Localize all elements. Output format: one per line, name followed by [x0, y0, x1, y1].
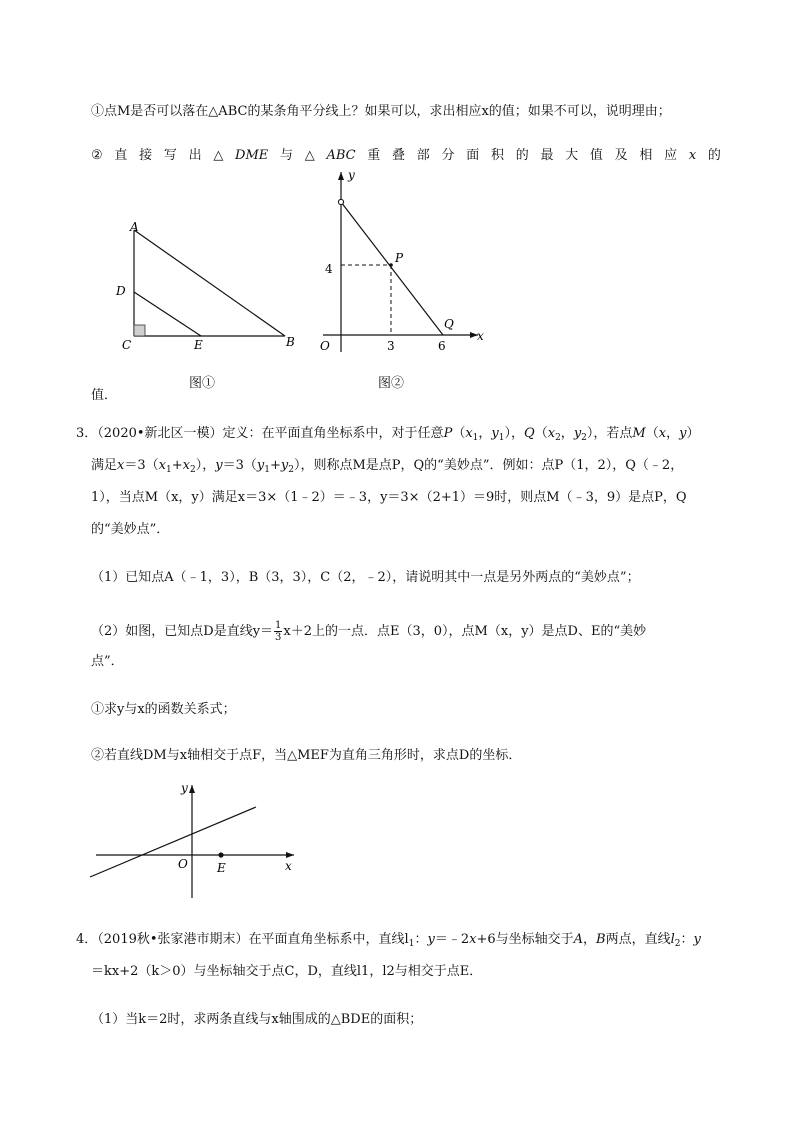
tick-label-4: 4 [325, 262, 333, 276]
question-4-line-2: ＝kx+2（k＞0）与坐标轴交于点C，D，直线l1，l2与相交于点E． [91, 964, 483, 979]
question-3-definition: 定义：在平面直角坐标系中，对于任意 [222, 426, 444, 441]
q2-token: 积 [490, 148, 504, 163]
label-C: C [122, 338, 132, 352]
q2-token: DME [235, 148, 269, 163]
right-angle-mark [134, 325, 145, 336]
label-E: E [194, 338, 203, 352]
line-graph [90, 807, 256, 877]
label-y: y [181, 781, 188, 795]
point-P [389, 263, 393, 267]
q2-token: ABC [326, 148, 356, 163]
question-4-part-1: （1）当k＝2时，求两条直线与x轴围成的△BDE的面积； [91, 1012, 423, 1027]
question-3-line-3: 1），当点M（x，y）满足x＝3×（1﹣2）＝﹣3，y＝3×（2+1）＝9时，则点M（﹣3，9）是点P，Q [91, 490, 687, 505]
question-3-line-4: 的“美妙点”． [91, 522, 170, 537]
formula-definition: 满足$x=3(x_1+x_2)$，$y=3(y_1+y_2)$ [91, 458, 301, 475]
point-E [218, 852, 223, 857]
question-2-sub2 [91, 146, 721, 166]
label-y: y [348, 168, 355, 182]
question-3-example: ，则称点M是点P，Q的“美妙点”．例如：点P（1，2），Q（﹣2， [300, 458, 684, 473]
label-Q: Q [444, 317, 454, 331]
label-x: x [285, 859, 292, 873]
question-2-sub1: ①点M是否可以落在△ABC的某条角平分线上？如果可以，求出相应x的值；如果不可以，说明理由； [91, 104, 671, 119]
figure-2-coordinate-graph [318, 165, 493, 360]
tick-label-3: 3 [387, 339, 395, 353]
fraction-one-third [274, 620, 282, 643]
q2-token: 与 [279, 148, 293, 163]
figure-1-caption: 图① [189, 376, 216, 391]
label-x: x [477, 329, 484, 343]
figure-2-caption: 图② [378, 376, 405, 391]
q2-token: ② [91, 148, 103, 163]
q2-token: 直 [114, 148, 128, 163]
q2-token: 接 [139, 148, 153, 163]
q2-token: 重 [367, 148, 381, 163]
question-3-source: （2020•新北区一模） [97, 426, 223, 441]
question-3-number: 3． [76, 426, 98, 441]
q2-token: 大 [565, 148, 579, 163]
y-axis-arrow [338, 172, 344, 180]
question-4-number: 4． [76, 932, 98, 947]
question-3-line-2 [91, 456, 683, 476]
question-3-sub-1: ①求y与x的函数关系式； [91, 702, 236, 717]
q2-token: 出 [188, 148, 202, 163]
fraction-numerator: 1 [275, 620, 282, 631]
q2-token: 部 [416, 148, 430, 163]
q2-token: 相 [639, 148, 653, 163]
question-2-end: 值． [91, 388, 118, 403]
label-B: B [286, 335, 295, 349]
q2-token: △ [213, 148, 224, 163]
q2-token: x [688, 148, 697, 163]
formula-l1: ：y＝﹣2x+6与坐标轴交于A，B两点，直线$l_2$：y [414, 932, 701, 949]
question-3-sub-2: ②若直线DM与x轴相交于点F，当△MEF为直角三角形时，求点D的坐标． [91, 748, 522, 763]
q2-token: 及 [614, 148, 628, 163]
fraction-denominator: 3 [275, 632, 282, 643]
question-3-line-1 [76, 424, 699, 444]
q2-token: 的 [707, 148, 721, 163]
question-4-source: （2019秋•张家港市期末） [97, 932, 249, 947]
segment-line [341, 202, 443, 335]
label-A: A [130, 220, 139, 234]
q2-token: 应 [664, 148, 678, 163]
open-point [338, 199, 343, 204]
q2-token: 分 [441, 148, 455, 163]
x-axis-arrow [286, 852, 294, 858]
side-AB [134, 230, 285, 336]
question-3-part-1: （1）已知点A（﹣1，3），B（3，3），C（2，﹣2），请说明其中一点是另外两点的“美妙点”； [91, 570, 640, 585]
question-4-text-a: 在平面直角坐标系中，直线l [248, 932, 409, 947]
label-O: O [178, 857, 188, 871]
label-P: P [395, 251, 404, 265]
label-E: E [217, 861, 226, 875]
y-axis-arrow [189, 785, 195, 793]
q2-token: 最 [540, 148, 554, 163]
label-D: D [116, 284, 126, 298]
question-3-part-2 [91, 620, 646, 643]
part-2-text-a: （2）如图，已知点D是直线y＝ [91, 624, 274, 639]
formula-points: $P(x_1$，$y_1$），$Q(x_2$，$y_2$），若点M（x，y） [443, 426, 700, 443]
q2-token: △ [304, 148, 315, 163]
q2-token: 的 [515, 148, 529, 163]
q2-token: 面 [466, 148, 480, 163]
figure-1-triangle [110, 215, 310, 355]
label-O: O [320, 339, 330, 353]
part-2-text-b: x＋2上的一点．点E（3，0），点M（x，y）是点D、E的“美妙 [283, 624, 647, 639]
figure-3-line-graph [88, 780, 303, 900]
question-3-part-2-end: 点”． [91, 654, 124, 669]
question-4-line-1: 4．（2019秋•张家港市期末）在平面直角坐标系中，直线$l_1$：y＝﹣2x+6与坐标轴交于A，B两点，直线$l_2$：y [76, 932, 701, 949]
tick-label-6: 6 [438, 339, 446, 353]
q2-token: 值 [589, 148, 603, 163]
q2-token: 写 [163, 148, 177, 163]
q2-token: 叠 [392, 148, 406, 163]
